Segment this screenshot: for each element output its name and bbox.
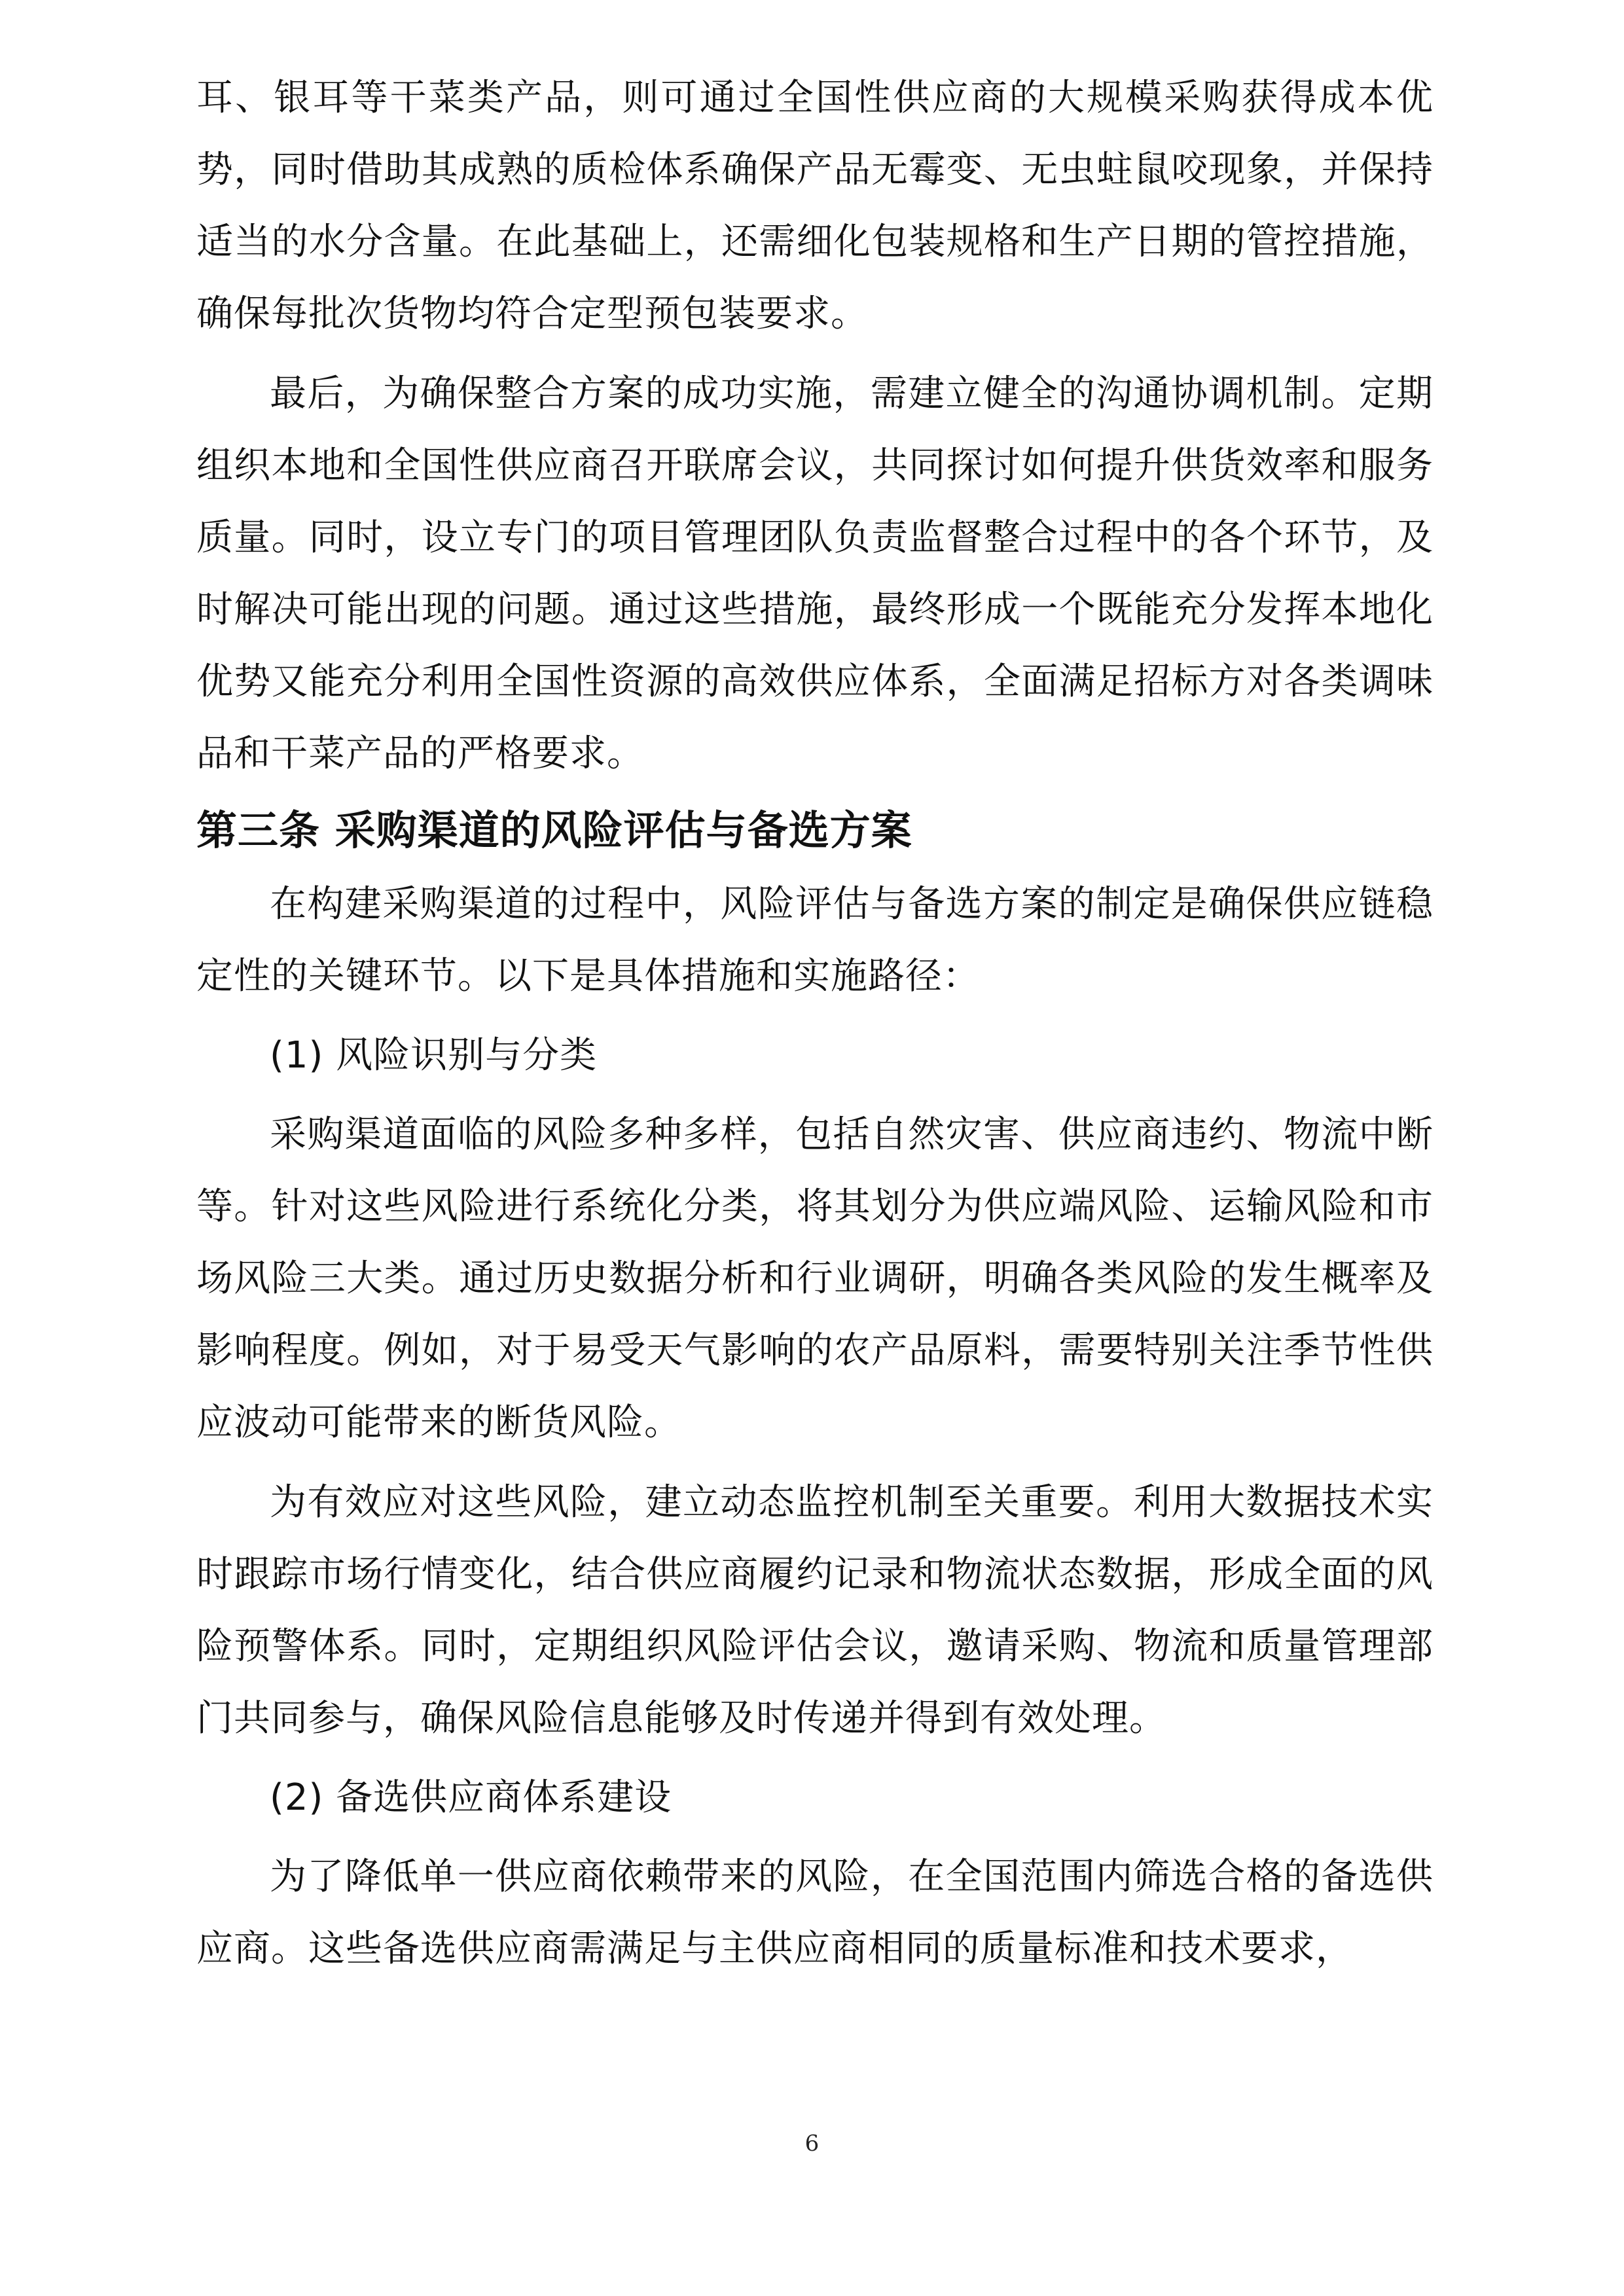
paragraph-risk-monitoring: 为有效应对这些风险，建立动态监控机制至关重要。利用大数据技术实时跟踪市场行情变化，结合供应商履约记录和物流状态数据，形成全面的风险预警体系。同时，定期组织风险评估会议，邀请采购、物流和质量管理部门共同参与，确保风险信息能够及时传递并得到有效处理。	[196, 1481, 1434, 1740]
subheading-backup-suppliers: (2) 备选供应商体系建设	[270, 1776, 672, 1819]
paragraph-backup-suppliers: 为了降低单一供应商依赖带来的风险，在全国范围内筛选合格的备选供应商。这些备选供应商需满足与主供应商相同的质量标准和技术要求，	[196, 1856, 1434, 1970]
subheading-risk-identification: (1) 风险识别与分类	[270, 1034, 598, 1077]
page-body	[196, 62, 1434, 1985]
section-heading: 第三条 采购渠道的风险评估与备选方案	[196, 806, 912, 854]
page-number: 6	[804, 2130, 820, 2157]
paragraph-intro: 在构建采购渠道的过程中，风险评估与备选方案的制定是确保供应链稳定性的关键环节。以下是具体措施和实施路径：	[196, 883, 1434, 997]
paragraph-risk-types: 采购渠道面临的风险多种多样，包括自然灾害、供应商违约、物流中断等。针对这些风险进行系统化分类，将其划分为供应端风险、运输风险和市场风险三大类。通过历史数据分析和行业调研，明确各类风险的发生概率及影响程度。例如，对于易受天气影响的农产品原料，需要特别关注季节性供应波动可能带来的断货风险。	[196, 1113, 1434, 1444]
paragraph-continued: 耳、银耳等干菜类产品，则可通过全国性供应商的大规模采购获得成本优势，同时借助其成熟的质检体系确保产品无霉变、无虫蛀鼠咬现象，并保持适当的水分含量。在此基础上，还需细化包装规格和生产日期的管控措施，确保每批次货物均符合定型预包装要求。	[196, 77, 1434, 335]
paragraph-final-integration: 最后，为确保整合方案的成功实施，需建立健全的沟通协调机制。定期组织本地和全国性供应商召开联席会议，共同探讨如何提升供货效率和服务质量。同时，设立专门的项目管理团队负责监督整合过程中的各个环节，及时解决可能出现的问题。通过这些措施，最终形成一个既能充分发挥本地化优势又能充分利用全国性资源的高效供应体系，全面满足招标方对各类调味品和干菜产品的严格要求。	[196, 372, 1434, 775]
